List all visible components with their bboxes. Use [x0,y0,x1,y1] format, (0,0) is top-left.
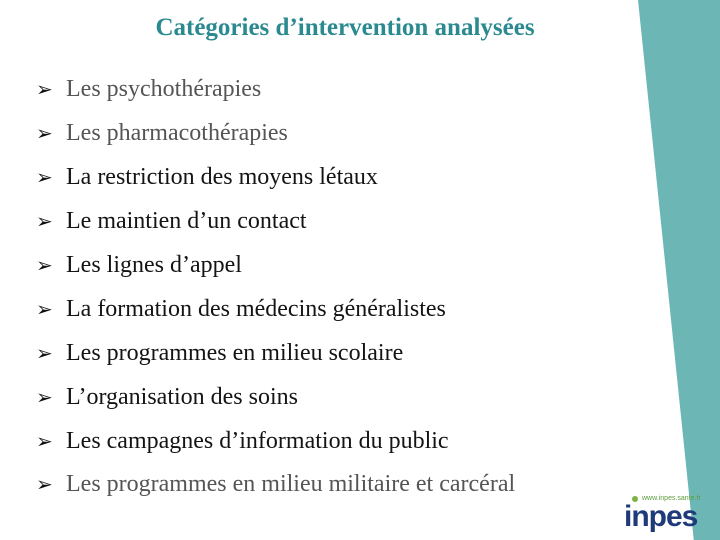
bullet-text: Les pharmacothérapies [66,120,288,147]
bullet-text: L’organisation des soins [66,383,298,410]
bullet-list [36,68,515,507]
arrow-bullet-icon: ➢ [36,298,53,321]
bullet-text: La formation des médecins généralistes [66,295,446,322]
bullet-text: Les programmes en milieu militaire et carcéral [66,471,516,498]
slide-title: Catégories d’intervention analysées [155,14,535,41]
arrow-bullet-icon: ➢ [36,79,53,102]
list-item [36,156,515,200]
list-item [36,200,515,244]
logo-url: www.inpes.sante.fr [642,495,701,502]
list-item [36,331,515,375]
list-item [36,68,515,112]
list-item [36,287,515,331]
list-item [36,419,515,463]
list-item [36,244,515,288]
arrow-bullet-icon: ➢ [36,474,53,497]
logo-wordmark: inpes [624,500,698,533]
arrow-bullet-icon: ➢ [36,255,53,277]
list-item [36,463,515,507]
bullet-text: La restriction des moyens létaux [66,164,378,191]
arrow-bullet-icon: ➢ [36,386,53,409]
arrow-bullet-icon: ➢ [36,430,53,453]
bullet-text: Les programmes en milieu scolaire [66,339,404,366]
bullet-text: Les campagnes d’information du public [66,427,449,454]
bullet-text: Le maintien d’un contact [66,208,307,235]
list-item [36,112,515,156]
arrow-bullet-icon: ➢ [36,342,53,365]
bullet-text: Les psychothérapies [66,76,262,103]
list-item [36,375,515,419]
arrow-bullet-icon: ➢ [36,211,53,234]
decorative-side-band [638,0,720,540]
inpes-logo [624,492,702,534]
arrow-bullet-icon: ➢ [36,123,53,146]
arrow-bullet-icon: ➢ [36,167,53,190]
bullet-text: Les lignes d’appel [66,252,242,278]
